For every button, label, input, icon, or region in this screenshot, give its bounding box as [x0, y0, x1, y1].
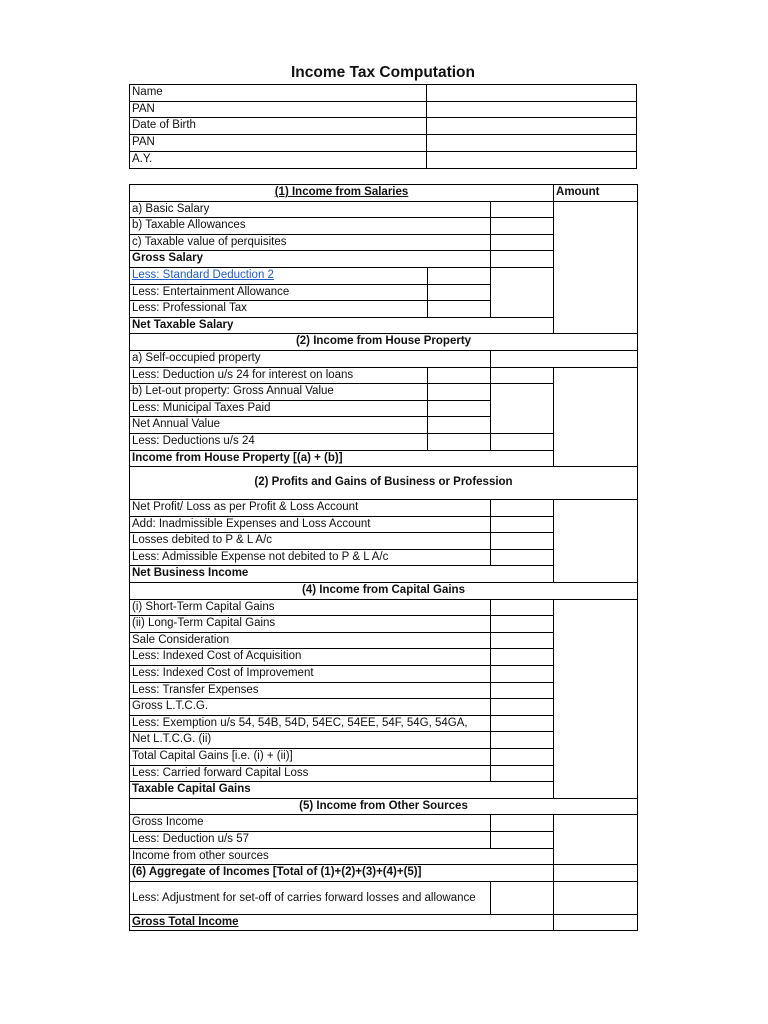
taxable-allowances-label: b) Taxable Allowances [130, 218, 491, 235]
info-row [130, 101, 637, 118]
income-other-sources-label: Income from other sources [130, 848, 554, 865]
info-row [130, 151, 637, 168]
inadmissible-cell[interactable] [491, 516, 554, 533]
total-capital-gains-label: Total Capital Gains [i.e. (i) + (ii)] [130, 749, 491, 766]
adjustment-cell[interactable] [491, 881, 554, 914]
municipal-taxes-label: Less: Municipal Taxes Paid [130, 400, 428, 417]
net-business-income-label: Net Business Income [130, 566, 554, 583]
info-label: Date of Birth [130, 118, 427, 135]
gross-salary-cell[interactable] [491, 251, 554, 268]
other-sources-header: (5) Income from Other Sources [130, 798, 638, 815]
salary-deductions-total-cell[interactable] [491, 267, 554, 317]
entertainment-allowance-label: Less: Entertainment Allowance [130, 284, 428, 301]
net-annual-value-label: Net Annual Value [130, 417, 428, 434]
deduction-57-label: Less: Deduction u/s 57 [130, 831, 491, 848]
taxable-allowances-cell[interactable] [491, 218, 554, 235]
basic-salary-cell[interactable] [491, 201, 554, 218]
taxable-capital-gains-label: Taxable Capital Gains [130, 782, 554, 799]
gross-income-cell[interactable] [491, 815, 554, 832]
exemption-cell[interactable] [491, 715, 554, 732]
sale-consideration-label: Sale Consideration [130, 632, 491, 649]
net-ltcg-label: Net L.T.C.G. (ii) [130, 732, 491, 749]
info-row [130, 85, 637, 102]
net-ltcg-cell[interactable] [491, 732, 554, 749]
gross-ltcg-label: Gross L.T.C.G. [130, 699, 491, 716]
house-property-amount-cell[interactable] [554, 367, 638, 467]
gross-annual-value-cell[interactable] [428, 384, 491, 401]
deductions-24-cell[interactable] [428, 433, 491, 450]
info-value-cell[interactable] [427, 101, 637, 118]
other-sources-amount-cell[interactable] [554, 815, 638, 865]
let-out-total-cell[interactable] [491, 384, 554, 434]
gross-total-income-amount-cell[interactable] [554, 914, 638, 931]
net-taxable-salary-label: Net Taxable Salary [130, 317, 554, 334]
info-value-cell[interactable] [427, 135, 637, 152]
losses-debited-cell[interactable] [491, 533, 554, 550]
info-label: Name [130, 85, 427, 102]
standard-deduction-cell[interactable] [428, 267, 491, 284]
exemption-label: Less: Exemption u/s 54, 54B, 54D, 54EC, 54EE, 54F, 54G, 54GA, [130, 715, 491, 732]
total-capital-gains-cell[interactable] [491, 749, 554, 766]
basic-salary-label: a) Basic Salary [130, 201, 491, 218]
perquisites-label: c) Taxable value of perquisites [130, 234, 491, 251]
carried-forward-loss-cell[interactable] [491, 765, 554, 782]
short-term-label: (i) Short-Term Capital Gains [130, 599, 491, 616]
cost-improvement-label: Less: Indexed Cost of Improvement [130, 666, 491, 683]
info-row [130, 118, 637, 135]
entertainment-allowance-cell[interactable] [428, 284, 491, 301]
gross-annual-value-label: b) Let-out property: Gross Annual Value [130, 384, 428, 401]
professional-tax-cell[interactable] [428, 301, 491, 318]
long-term-cell[interactable] [491, 616, 554, 633]
interest-deduction-cell[interactable] [428, 367, 491, 384]
page-title: Income Tax Computation [290, 64, 475, 81]
info-label: PAN [130, 135, 427, 152]
adjustment-amount-cell[interactable] [554, 881, 638, 914]
info-value-cell[interactable] [427, 118, 637, 135]
standard-deduction-link[interactable]: Less: Standard Deduction 2 [130, 267, 428, 284]
business-amount-cell[interactable] [554, 500, 638, 583]
net-profit-label: Net Profit/ Loss as per Profit & Loss Account [130, 500, 491, 517]
net-profit-cell[interactable] [491, 500, 554, 517]
business-header: (2) Profits and Gains of Business or Profession [130, 467, 638, 500]
aggregate-label: (6) Aggregate of Incomes [Total of (1)+(2)+(3)+(4)+(5)] [130, 865, 554, 882]
admissible-expense-label: Less: Admissible Expense not debited to P & L A/c [130, 549, 491, 566]
losses-debited-label: Losses debited to P & L A/c [130, 533, 491, 550]
cost-improvement-cell[interactable] [491, 666, 554, 683]
net-annual-value-cell[interactable] [428, 417, 491, 434]
deductions-24-total-cell[interactable] [491, 433, 554, 450]
deduction-57-cell[interactable] [491, 831, 554, 848]
salaries-header: (1) Income from Salaries [130, 185, 554, 202]
transfer-expenses-label: Less: Transfer Expenses [130, 682, 491, 699]
interest-deduction-label: Less: Deduction u/s 24 for interest on loans [130, 367, 428, 384]
long-term-label: (ii) Long-Term Capital Gains [130, 616, 491, 633]
professional-tax-label: Less: Professional Tax [130, 301, 428, 318]
inadmissible-label: Add: Inadmissible Expenses and Loss Account [130, 516, 491, 533]
gross-total-income-label: Gross Total Income [130, 914, 554, 931]
interest-deduction-total-cell[interactable] [491, 367, 554, 384]
house-property-total-label: Income from House Property [(a) + (b)] [130, 450, 554, 467]
sale-consideration-cell[interactable] [491, 632, 554, 649]
cost-acquisition-cell[interactable] [491, 649, 554, 666]
carried-forward-loss-label: Less: Carried forward Capital Loss [130, 765, 491, 782]
computation-table [129, 184, 638, 931]
deductions-24-label: Less: Deductions u/s 24 [130, 433, 428, 450]
info-label: PAN [130, 101, 427, 118]
admissible-expense-cell[interactable] [491, 549, 554, 566]
gross-salary-label: Gross Salary [130, 251, 491, 268]
info-value-cell[interactable] [427, 151, 637, 168]
perquisites-cell[interactable] [491, 234, 554, 251]
amount-header: Amount [554, 185, 638, 202]
cost-acquisition-label: Less: Indexed Cost of Acquisition [130, 649, 491, 666]
capital-gains-header: (4) Income from Capital Gains [130, 583, 638, 600]
info-label: A.Y. [130, 151, 427, 168]
salaries-amount-cell[interactable] [554, 201, 638, 334]
transfer-expenses-cell[interactable] [491, 682, 554, 699]
gross-ltcg-cell[interactable] [491, 699, 554, 716]
short-term-cell[interactable] [491, 599, 554, 616]
adjustment-label: Less: Adjustment for set-off of carries forward losses and allowance [130, 881, 491, 914]
capital-gains-amount-cell[interactable] [554, 599, 638, 798]
gross-income-label: Gross Income [130, 815, 491, 832]
self-occupied-cell[interactable] [491, 350, 638, 367]
info-value-cell[interactable] [427, 85, 637, 102]
info-row [130, 135, 637, 152]
aggregate-amount-cell[interactable] [554, 865, 638, 882]
self-occupied-label: a) Self-occupied property [130, 350, 491, 367]
personal-info-table [129, 84, 637, 169]
municipal-taxes-cell[interactable] [428, 400, 491, 417]
house-property-header: (2) Income from House Property [130, 334, 638, 351]
